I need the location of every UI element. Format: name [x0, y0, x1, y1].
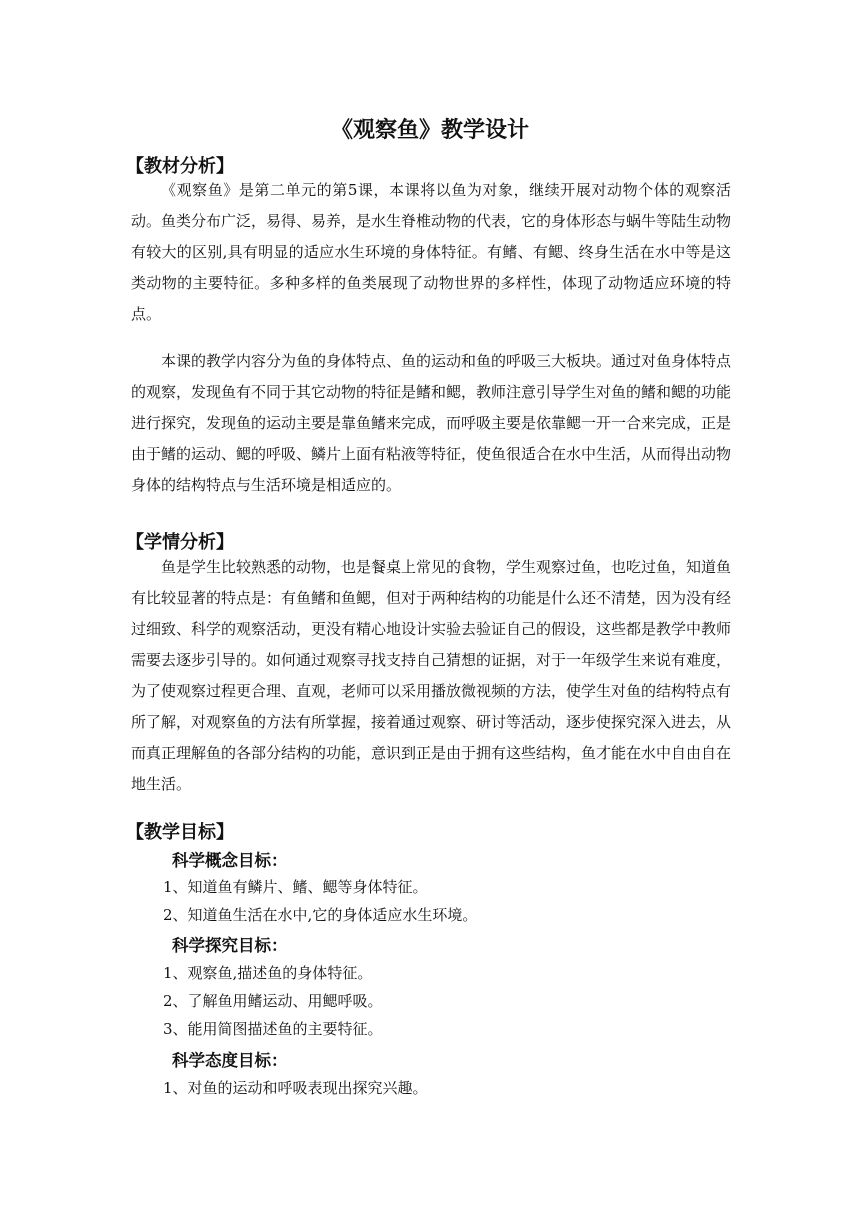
goal-attitude-item: 1、对鱼的运动和呼吸表现出探究兴趣。 [163, 1079, 428, 1097]
section-heading-material: 【教材分析】 [126, 156, 234, 177]
goal-concept-item: 2、知道鱼生活在水中,它的身体适应水生环境。 [163, 906, 478, 924]
section-heading-students: 【学情分析】 [126, 532, 234, 553]
paragraph-material-1: 《观察鱼》是第二单元的第5课，本课将以鱼为对象，继续开展对动物个体的观察活动。鱼类分布广泛，易得、易养，是水生脊椎动物的代表，它的身体形态与蜗牛等陆生动物有较大的区别,具有明显的适应水生环境的身体特征。有鳍、有鳃、终身生活在水中等是这类动物的主要特征。多种多样的鱼类展现了动物世界的多样性，体现了动物适应环境的特点。 [131, 181, 732, 323]
section-heading-goals: 【教学目标】 [126, 822, 234, 843]
goal-concept-item: 1、知道鱼有鳞片、鳍、鳃等身体特征。 [163, 878, 428, 896]
goal-attitude-title: 科学态度目标： [172, 1051, 288, 1070]
goal-inquiry-item: 2、了解鱼用鳍运动、用鳃呼吸。 [163, 992, 383, 1010]
goal-inquiry-item: 1、观察鱼,描述鱼的身体特征。 [163, 964, 373, 982]
paragraph-material-2: 本课的教学内容分为鱼的身体特点、鱼的运动和鱼的呼吸三大板块。通过对鱼身体特点的观察，发现鱼有不同于其它动物的特征是鳍和鳃，教师注意引导学生对鱼的鳍和鳃的功能进行探究，发现鱼的运动主要是靠鱼鳍来完成，而呼吸主要是依靠鳃一开一合来完成，正是由于鳍的运动、鳃的呼吸、鳞片上面有粘液等特征，使鱼很适合在水中生活，从而得出动物身体的结构特点与生活环境是相适应的。 [131, 352, 732, 494]
goal-inquiry-title: 科学探究目标： [172, 936, 288, 955]
paragraph-students-1: 鱼是学生比较熟悉的动物，也是餐桌上常见的食物，学生观察过鱼，也吃过鱼，知道鱼有比较显著的特点是：有鱼鳍和鱼鳃，但对于两种结构的功能是什么还不清楚，因为没有经过细致、科学的观察活动，更没有精心地设计实验去验证自己的假设，这些都是教学中教师需要去逐步引导的。如何通过观察寻找支持自己猜想的证据，对于一年级学生来说有难度，为了使观察过程更合理、直观，老师可以采用播放微视频的方法，使学生对鱼的结构特点有所了解，对观察鱼的方法有所掌握，接着通过观察、研讨等活动，逐步使探究深入进去，从而真正理解鱼的各部分结构的功能，意识到正是由于拥有这些结构，鱼才能在水中自由自在地生活。 [131, 558, 732, 793]
goal-inquiry-item: 3、能用简图描述鱼的主要特征。 [163, 1020, 383, 1038]
page-title: 《观察鱼》教学设计 [330, 118, 529, 143]
goal-concept-title: 科学概念目标： [172, 851, 288, 870]
